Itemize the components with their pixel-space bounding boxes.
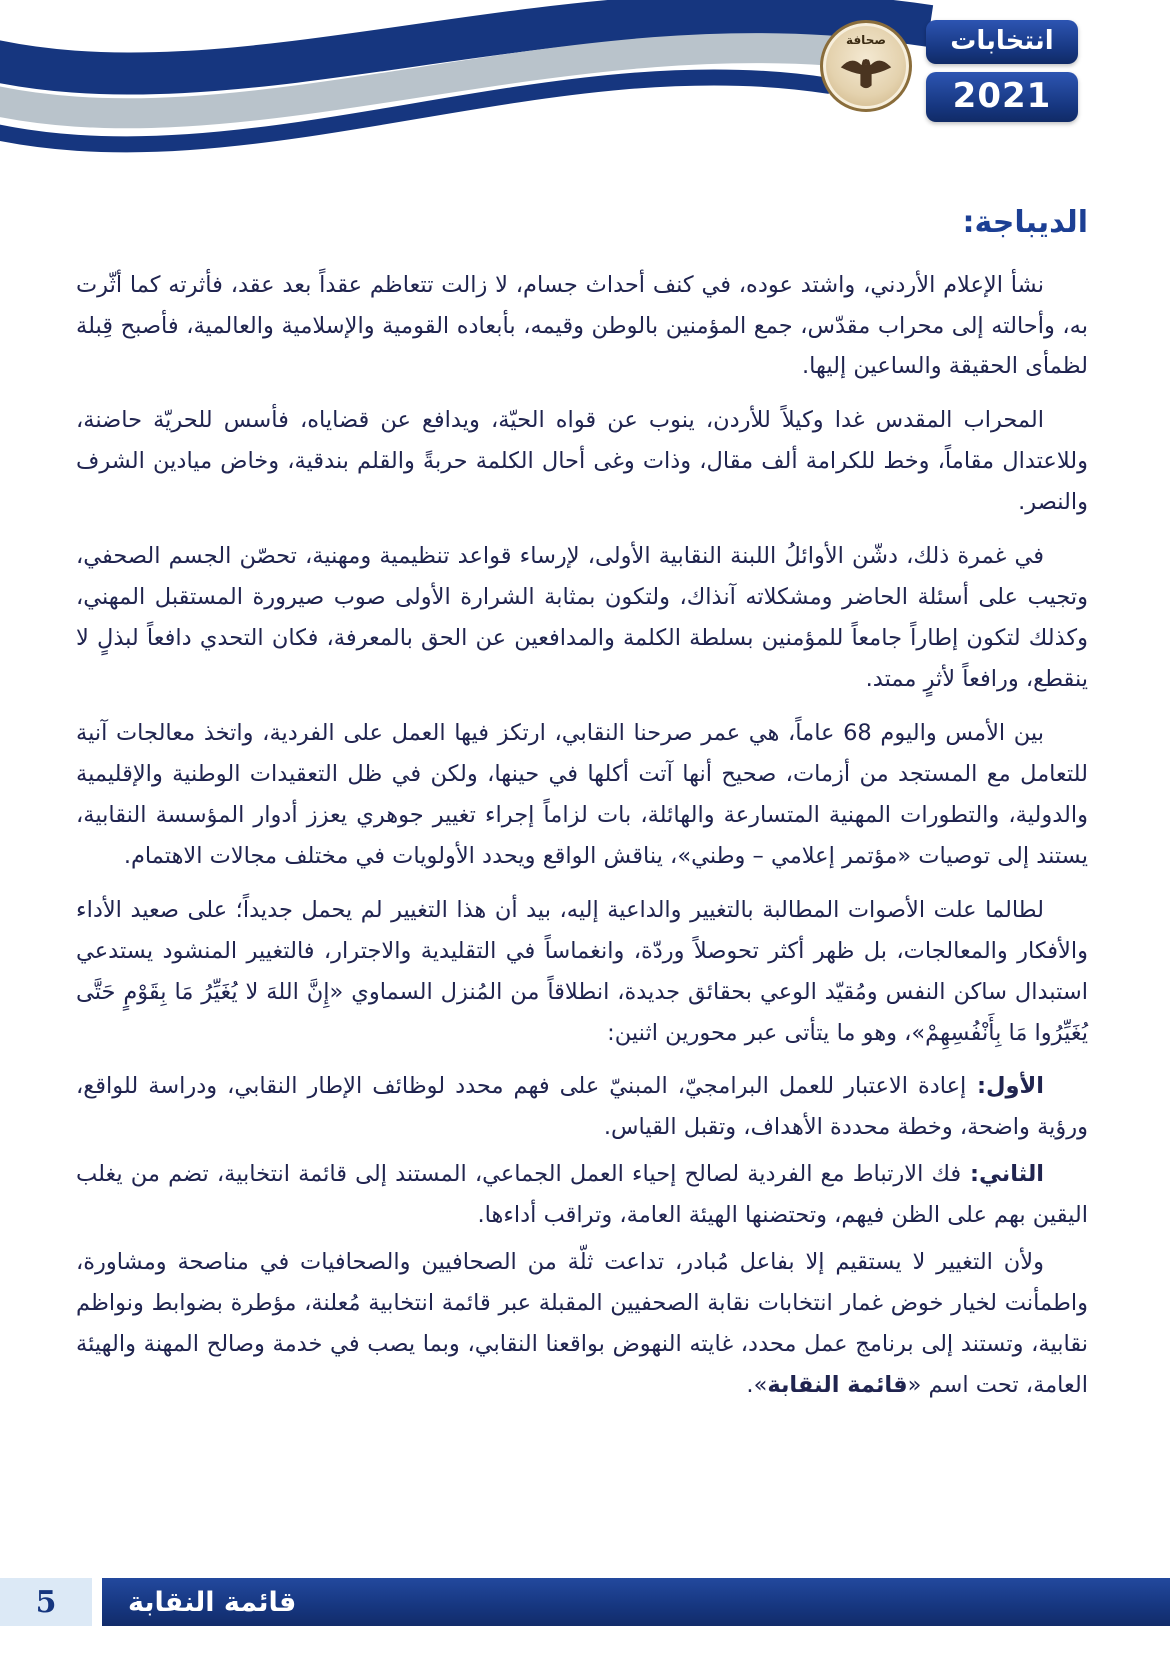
document-body <box>76 196 1088 1419</box>
paragraph-2: المحراب المقدس غدا وكيلاً للأردن، ينوب عن قواه الحيّة، ويدافع عن قضاياه، فأسس للحريّة حاضنة، وللاعتدال مقاماً، وخط للكرامة ألف مقال، وذات وغى أحال الكلمة حربةً والقلم بندقية، وخاض ميادين الشرف والنصر. <box>76 407 1088 516</box>
axis-second-label: الثاني: <box>961 1161 1045 1188</box>
header <box>820 20 1078 122</box>
closing-text: ولأن التغيير لا يستقيم إلا بفاعل مُبادر، تداعت ثلّة من الصحافيين والصحافيات في مناصحة ومشاورة، واطمأنت لخيار خوض غمار انتخابات نقابة الصحفيين المقبلة عبر قائمة انتخابية مُعلنة، مؤطرة بضوابط ونواظم نقابية، وتستند إلى برنامج عمل محدد، غايته النهوض بواقعنا النقابي، وبما يصب في خدمة وصالح المهنة والهيئة العامة، تحت اسم « <box>76 1249 1088 1399</box>
closing-list-name: قائمة النقابة <box>767 1372 908 1399</box>
axis-first-label: الأول: <box>966 1073 1044 1100</box>
paragraph-5: لطالما علت الأصوات المطالبة بالتغيير والداعية إليه، بيد أن هذا التغيير لم يحمل جديداً؛ على صعيد الأداء والأفكار والمعالجات، بل ظهر أكثر تحوصلاً وردّة، وانغماساً في التقليدية والاجترار، فالتغيير المنشود يستدعي استبدال ساكن النفس ومُقيّد الوعي بحقائق جديدة، انطلاقاً من المُنزل السماوي «إِنَّ اللهَ لا يُغَيِّرُ مَا بِقَوْمٍ حَتَّى يُغَيِّرُوا مَا بِأَنْفُسِهِمْ»، وهو ما يتأتى عبر محورين اثنين: <box>76 896 1088 1046</box>
eagle-icon <box>838 50 894 96</box>
axis-first <box>76 1066 1088 1148</box>
axis-second <box>76 1154 1088 1236</box>
footer-bar <box>102 1578 1170 1626</box>
axis-second-text: فك الارتباط مع الفردية لصالح إحياء العمل الجماعي، المستند إلى قائمة انتخابية، تضم من يغلب اليقين بهم على الظن فيهم، وتحتضنها الهيئة العامة، وتراقب أداءها. <box>76 1161 1088 1229</box>
axis-first-text: إعادة الاعتبار للعمل البرامجيّ، المبنيّ على فهم محدد لوظائف الإطار النقابي، ودراسة للواقع، ورؤية واضحة، وخطة محددة الأهداف، وتقبل القياس. <box>76 1073 1088 1141</box>
page-title: الديباجة: <box>962 205 1088 240</box>
paragraph-3: في غمرة ذلك، دشّن الأوائلُ اللبنة النقابية الأولى، لإرساء قواعد تنظيمية ومهنية، تحصّن الجسم الصحفي، وتجيب على أسئلة الحاضر ومشكلاته آنذاك، ولتكون بمثابة الشرارة الأولى صوب صيرورة المستقبل المهني، وكذلك لتكون إطاراً جامعاً للمؤمنين بسلطة الكلمة والمدافعين عن الحق بالمعرفة، فكان التحدي دافعاً لبذلٍ لا ينقطع، ورافعاً لأثرٍ ممتد. <box>76 543 1088 693</box>
paragraph-4: بين الأمس واليوم 68 عاماً، هي عمر صرحنا النقابي، ارتكز فيها العمل على الفردية، واتخذ معالجات آنية للتعامل مع المستجد من أزمات، صحيح أنها آتت أكلها في حينها، ولكن في ظل التعقيدات الوطنية والإقليمية والدولية، والتطورات المهنية المتسارعة والهائلة، بات لزاماً إجراء تغيير جوهري يعزز أدوار المؤسسة النقابية، يستند إلى توصيات «مؤتمر إعلامي – وطني»، يناقش الواقع ويحدد الأولويات في مختلف مجالات الاهتمام. <box>76 719 1088 869</box>
footer-divider <box>92 1578 102 1626</box>
footer-list-label: قائمة النقابة <box>128 1586 297 1618</box>
election-badges <box>926 20 1078 122</box>
election-label-badge: انتخابات <box>926 20 1078 64</box>
page-footer <box>0 1578 1170 1626</box>
election-year-badge: 2021 <box>926 72 1078 122</box>
closing-end: ». <box>746 1372 768 1399</box>
closing-paragraph <box>76 1242 1088 1406</box>
press-association-logo <box>820 20 912 112</box>
logo-text: صحافة <box>846 33 886 47</box>
paragraph-1: نشأ الإعلام الأردني، واشتد عوده، في كنف أحداث جسام، لا زالت تتعاظم عقداً بعد عقد، فأثرته كما أثّرت به، وأحالته إلى محراب مقدّس، جمع المؤمنين بالوطن وقيمه، بأبعاده القومية والإسلامية والعالمية، فأصبح قِبلة لظمأى الحقيقة والساعين إليها. <box>76 271 1088 380</box>
page-number: 5 <box>0 1578 92 1626</box>
